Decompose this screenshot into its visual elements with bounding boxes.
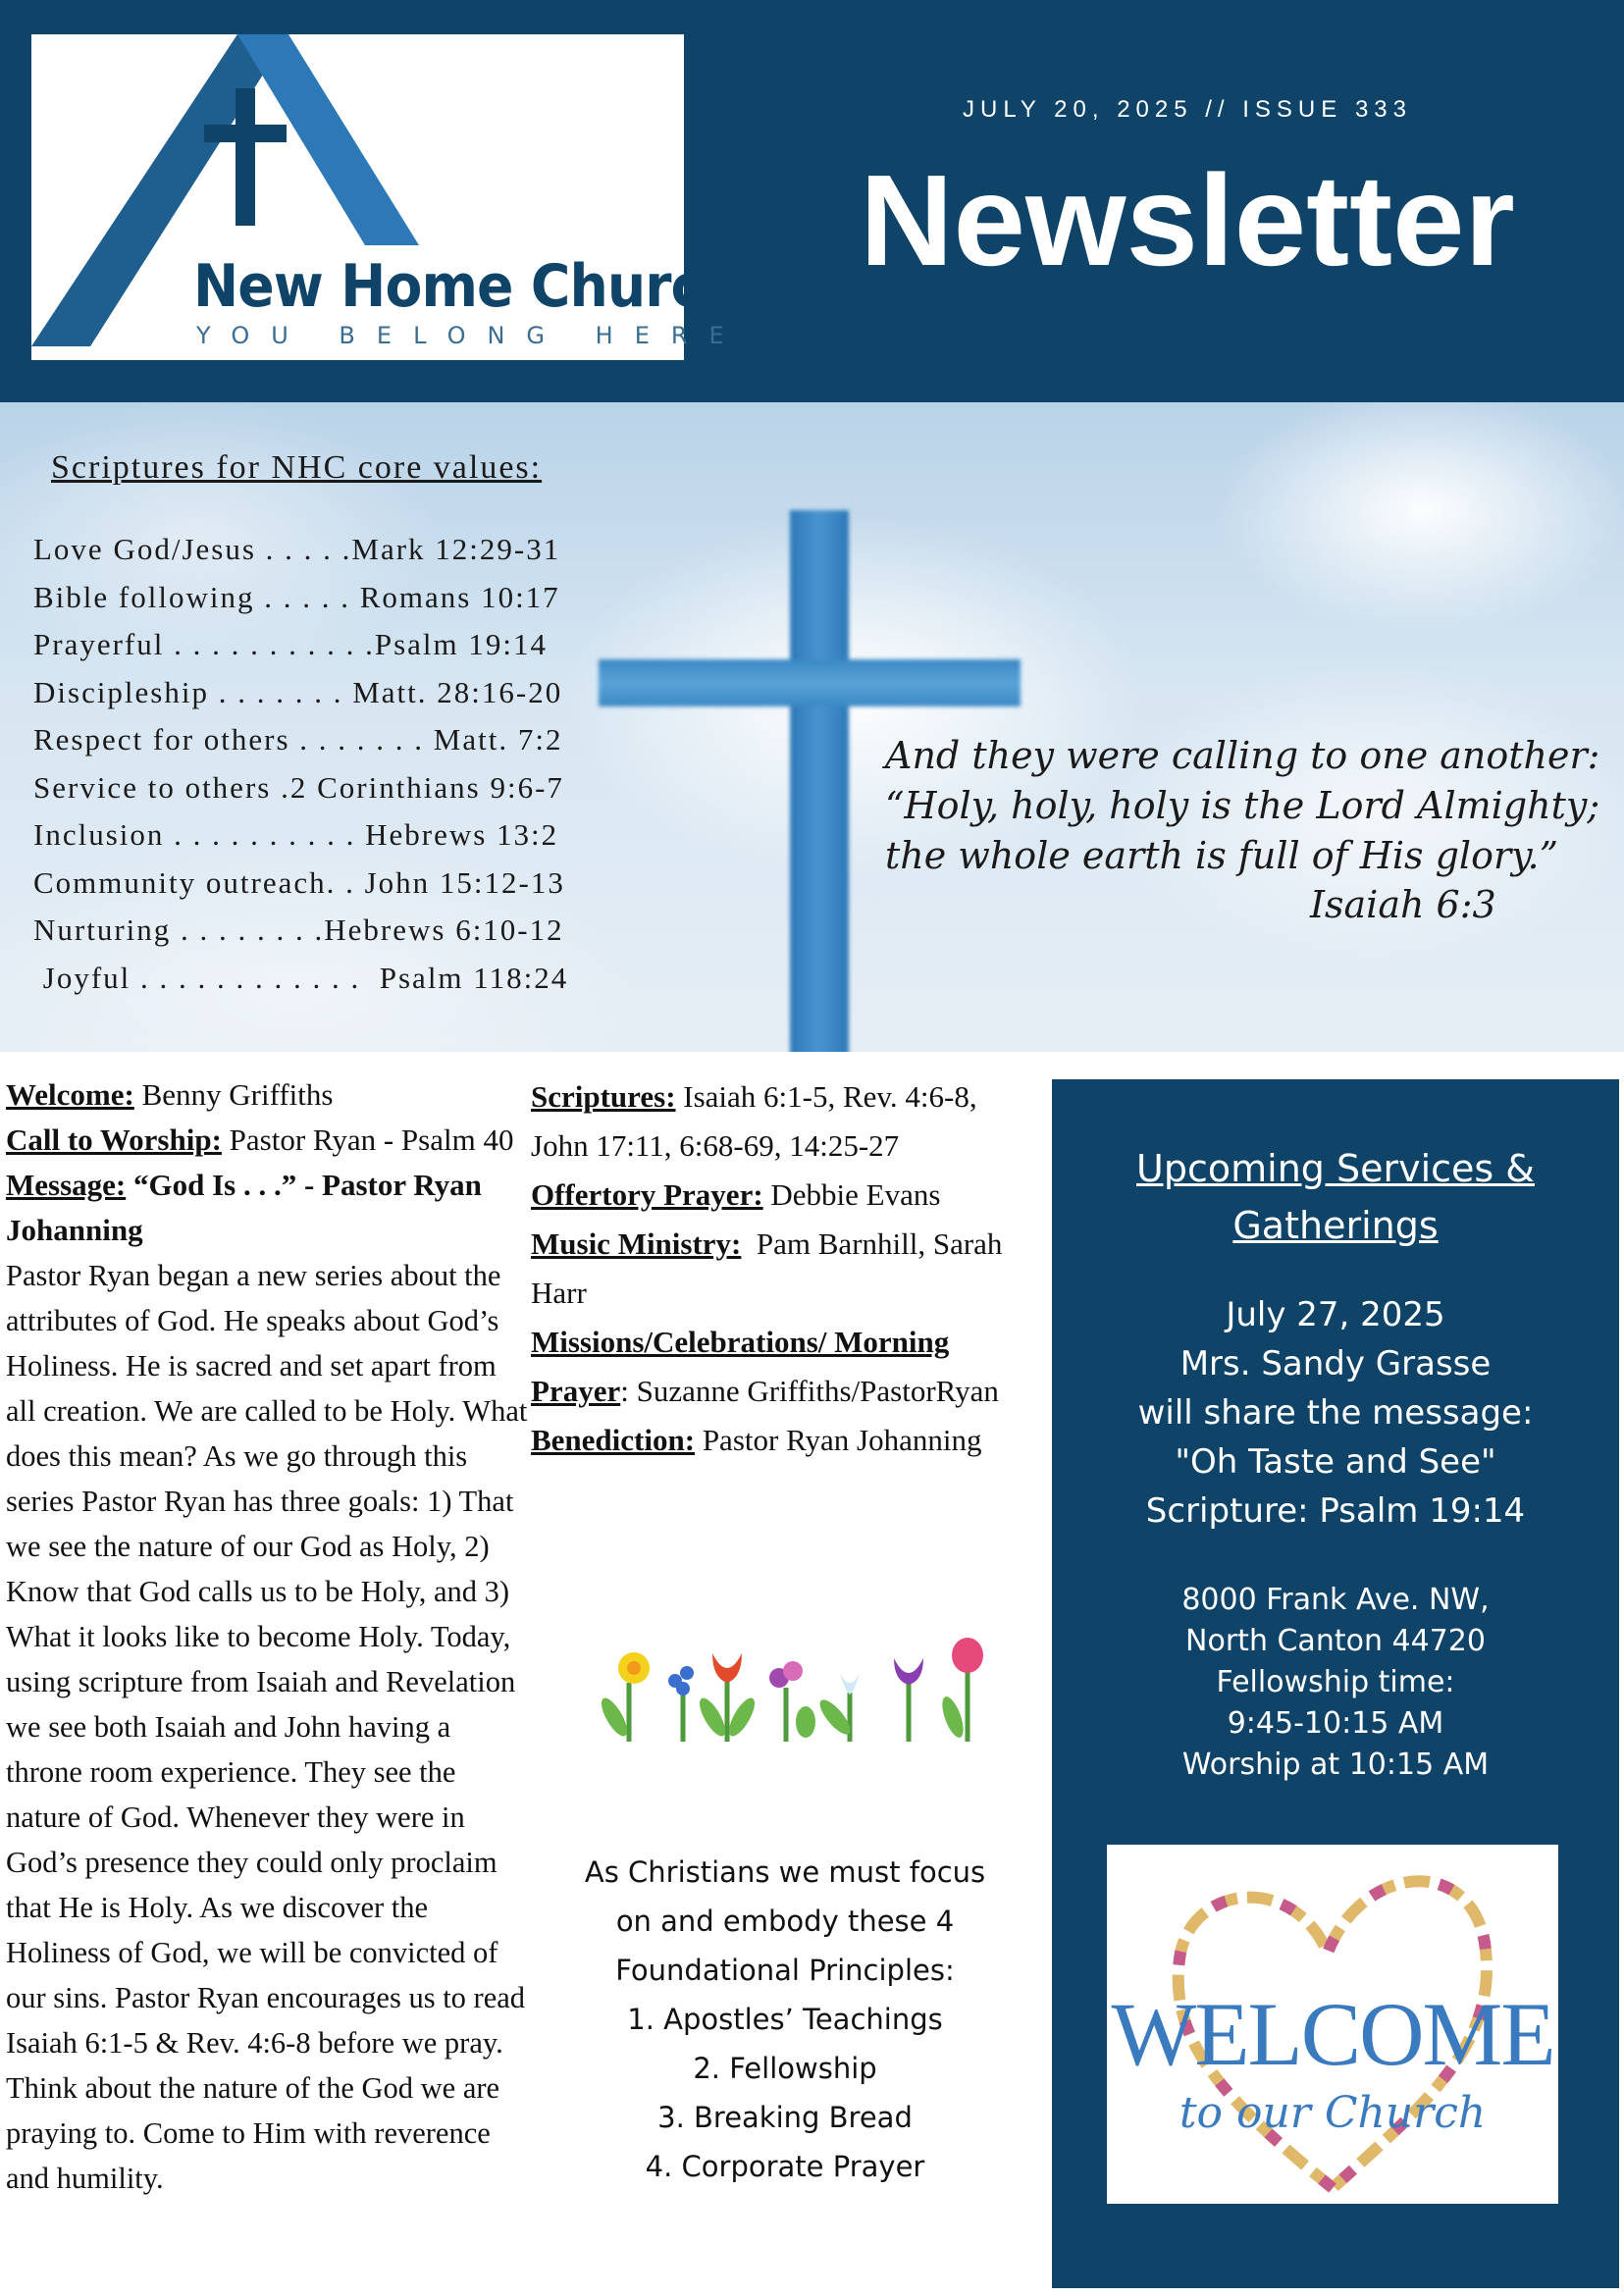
benediction-label: Benediction: (531, 1423, 696, 1457)
offertory-line (531, 1171, 1022, 1220)
benediction-value: Pastor Ryan Johanning (695, 1423, 982, 1457)
benediction-line (531, 1416, 1022, 1465)
message-value: “God Is . . .” - Pastor Ryan Johanning (6, 1168, 482, 1247)
core-values-heading: Scriptures for NHC core values: (51, 449, 543, 486)
call-to-worship-line (6, 1118, 530, 1163)
core-value-item: Joyful . . . . . . . . . . . . Psalm 118:24 (33, 960, 569, 995)
service-line: will share the message: (1137, 1393, 1534, 1433)
principles-intro-line: Foundational Principles: (615, 1954, 955, 1987)
music-label: Music Ministry: (531, 1226, 742, 1261)
core-value-item: Discipleship . . . . . . . Matt. 28:16-20 (33, 674, 563, 709)
core-value-item: Inclusion . . . . . . . . . . Hebrews 13:2 (33, 817, 559, 852)
featured-verse: And they were calling to one another: “Holy, holy, holy is the Lord Almighty; the whole earth is full of His glory.” (885, 734, 1600, 877)
address-line: Worship at 10:15 AM (1181, 1748, 1490, 1782)
verse-reference: Isaiah 6:3 (1310, 883, 1496, 926)
missions-value: : Suzanne Griffiths/PastorRyan (620, 1374, 999, 1408)
newsletter-title: Newsletter (860, 148, 1515, 292)
core-value-item: Love God/Jesus . . . . .Mark 12:29-31 (33, 532, 561, 566)
welcome-graphic (1107, 1845, 1558, 2204)
missions-label: Missions/Celebrations/ Morning Prayer (531, 1325, 950, 1408)
address-line: North Canton 44720 (1185, 1624, 1486, 1658)
upcoming-heading-line: Gatherings (1232, 1204, 1439, 1247)
offertory-label: Offertory Prayer: (531, 1177, 763, 1212)
music-value: Pam Barnhill, Sarah Harr (531, 1226, 1011, 1310)
service-line: Mrs. Sandy Grasse (1179, 1344, 1492, 1383)
service-roles-column (531, 1072, 1022, 1465)
address-line: 9:45-10:15 AM (1227, 1706, 1444, 1741)
core-value-item: Bible following . . . . . Romans 10:17 (33, 579, 560, 614)
scriptures-value: Isaiah 6:1-5, Rev. 4:6-8, John 17:11, 6:68-69, 14:25-27 (531, 1079, 977, 1163)
service-line: Scripture: Psalm 19:14 (1145, 1491, 1526, 1531)
principle-item: 2. Fellowship (693, 2052, 877, 2085)
principles-intro-line: As Christians we must focus (584, 1855, 986, 1889)
service-line: "Oh Taste and See" (1175, 1442, 1496, 1482)
address-line: Fellowship time: (1216, 1665, 1455, 1699)
welcome-subtitle: to our Church (1179, 2088, 1487, 2138)
core-value-item: Nurturing . . . . . . . .Hebrews 6:10-12 (33, 913, 564, 947)
message-label: Message: (6, 1168, 127, 1202)
principle-item: 4. Corporate Prayer (645, 2150, 925, 2183)
scriptures-line (531, 1072, 1022, 1171)
service-details-column (6, 1072, 530, 2201)
scriptures-label: Scriptures: (531, 1079, 676, 1114)
logo-tagline: YOU BELONG HERE (196, 322, 746, 349)
upcoming-heading-line: Upcoming Services & (1136, 1147, 1535, 1190)
flowers-icon (585, 1634, 987, 1751)
principle-item: 1. Apostles’ Teachings (627, 2003, 943, 2036)
scripture-banner (0, 402, 1624, 1052)
church-address (1052, 1580, 1619, 1786)
core-value-item: Service to others .2 Corinthians 9:6-7 (33, 769, 564, 805)
cross-icon (790, 510, 849, 1052)
sermon-summary: Pastor Ryan began a new series about the attributes of God. He speaks about God’s Holiness. He is sacred and set apart from all creation. We are called to be Holy. What does this mean? As we go through this series Pastor Ryan has three goals: 1) That we see the nature of our God as Holy, 2) Know that God calls us to be Holy, and 3) What it looks like to become Holy. Today, using scripture from Isaiah and Revelation we see both Isaiah and John having a throne room experience. They see the nature of God. Whenever they were in God’s presence they could only proclaim that He is Holy. As we discover the Holiness of God, we will be convicted of our sins. Pastor Ryan encourages us to read Isaiah 6:1-5 & Rev. 4:6-8 before we pray. Think about the nature of the God we are praying to. Come to Him with reverence and humility. (6, 1259, 528, 2195)
church-logo (31, 34, 746, 360)
call-value: Pastor Ryan - Psalm 40 (221, 1122, 514, 1157)
welcome-value: Benny Griffiths (133, 1077, 334, 1112)
principles-intro-line: on and embody these 4 (615, 1905, 955, 1938)
issue-line: JULY 20, 2025 // ISSUE 333 (963, 96, 1412, 123)
address-line: 8000 Frank Ave. NW, (1181, 1583, 1490, 1617)
core-value-item: Respect for others . . . . . . . Matt. 7:2 (33, 722, 563, 757)
upcoming-service (1052, 1290, 1619, 1536)
cross-bar (599, 659, 1021, 706)
core-value-item: Prayerful . . . . . . . . . . .Psalm 19:14 (33, 627, 548, 661)
upcoming-sidebar (1052, 1079, 1619, 2288)
welcome-label: Welcome: (6, 1077, 134, 1112)
offertory-value: Debbie Evans (762, 1177, 941, 1212)
welcome-word: WELCOME (1111, 1984, 1554, 2084)
call-label: Call to Worship: (6, 1122, 222, 1157)
newsletter-header (0, 0, 1624, 402)
welcome-line (6, 1072, 530, 1118)
message-line (6, 1163, 530, 1253)
logo-name: New Home Church (193, 252, 740, 321)
service-line: July 27, 2025 (1226, 1295, 1445, 1334)
upcoming-heading (1052, 1140, 1619, 1254)
core-values-list (33, 532, 568, 1008)
music-line (531, 1220, 1022, 1318)
missions-line (531, 1318, 1022, 1416)
foundational-principles (540, 1848, 1030, 2191)
core-value-item: Community outreach. . John 15:12-13 (33, 864, 565, 900)
principle-item: 3. Breaking Bread (657, 2101, 913, 2134)
